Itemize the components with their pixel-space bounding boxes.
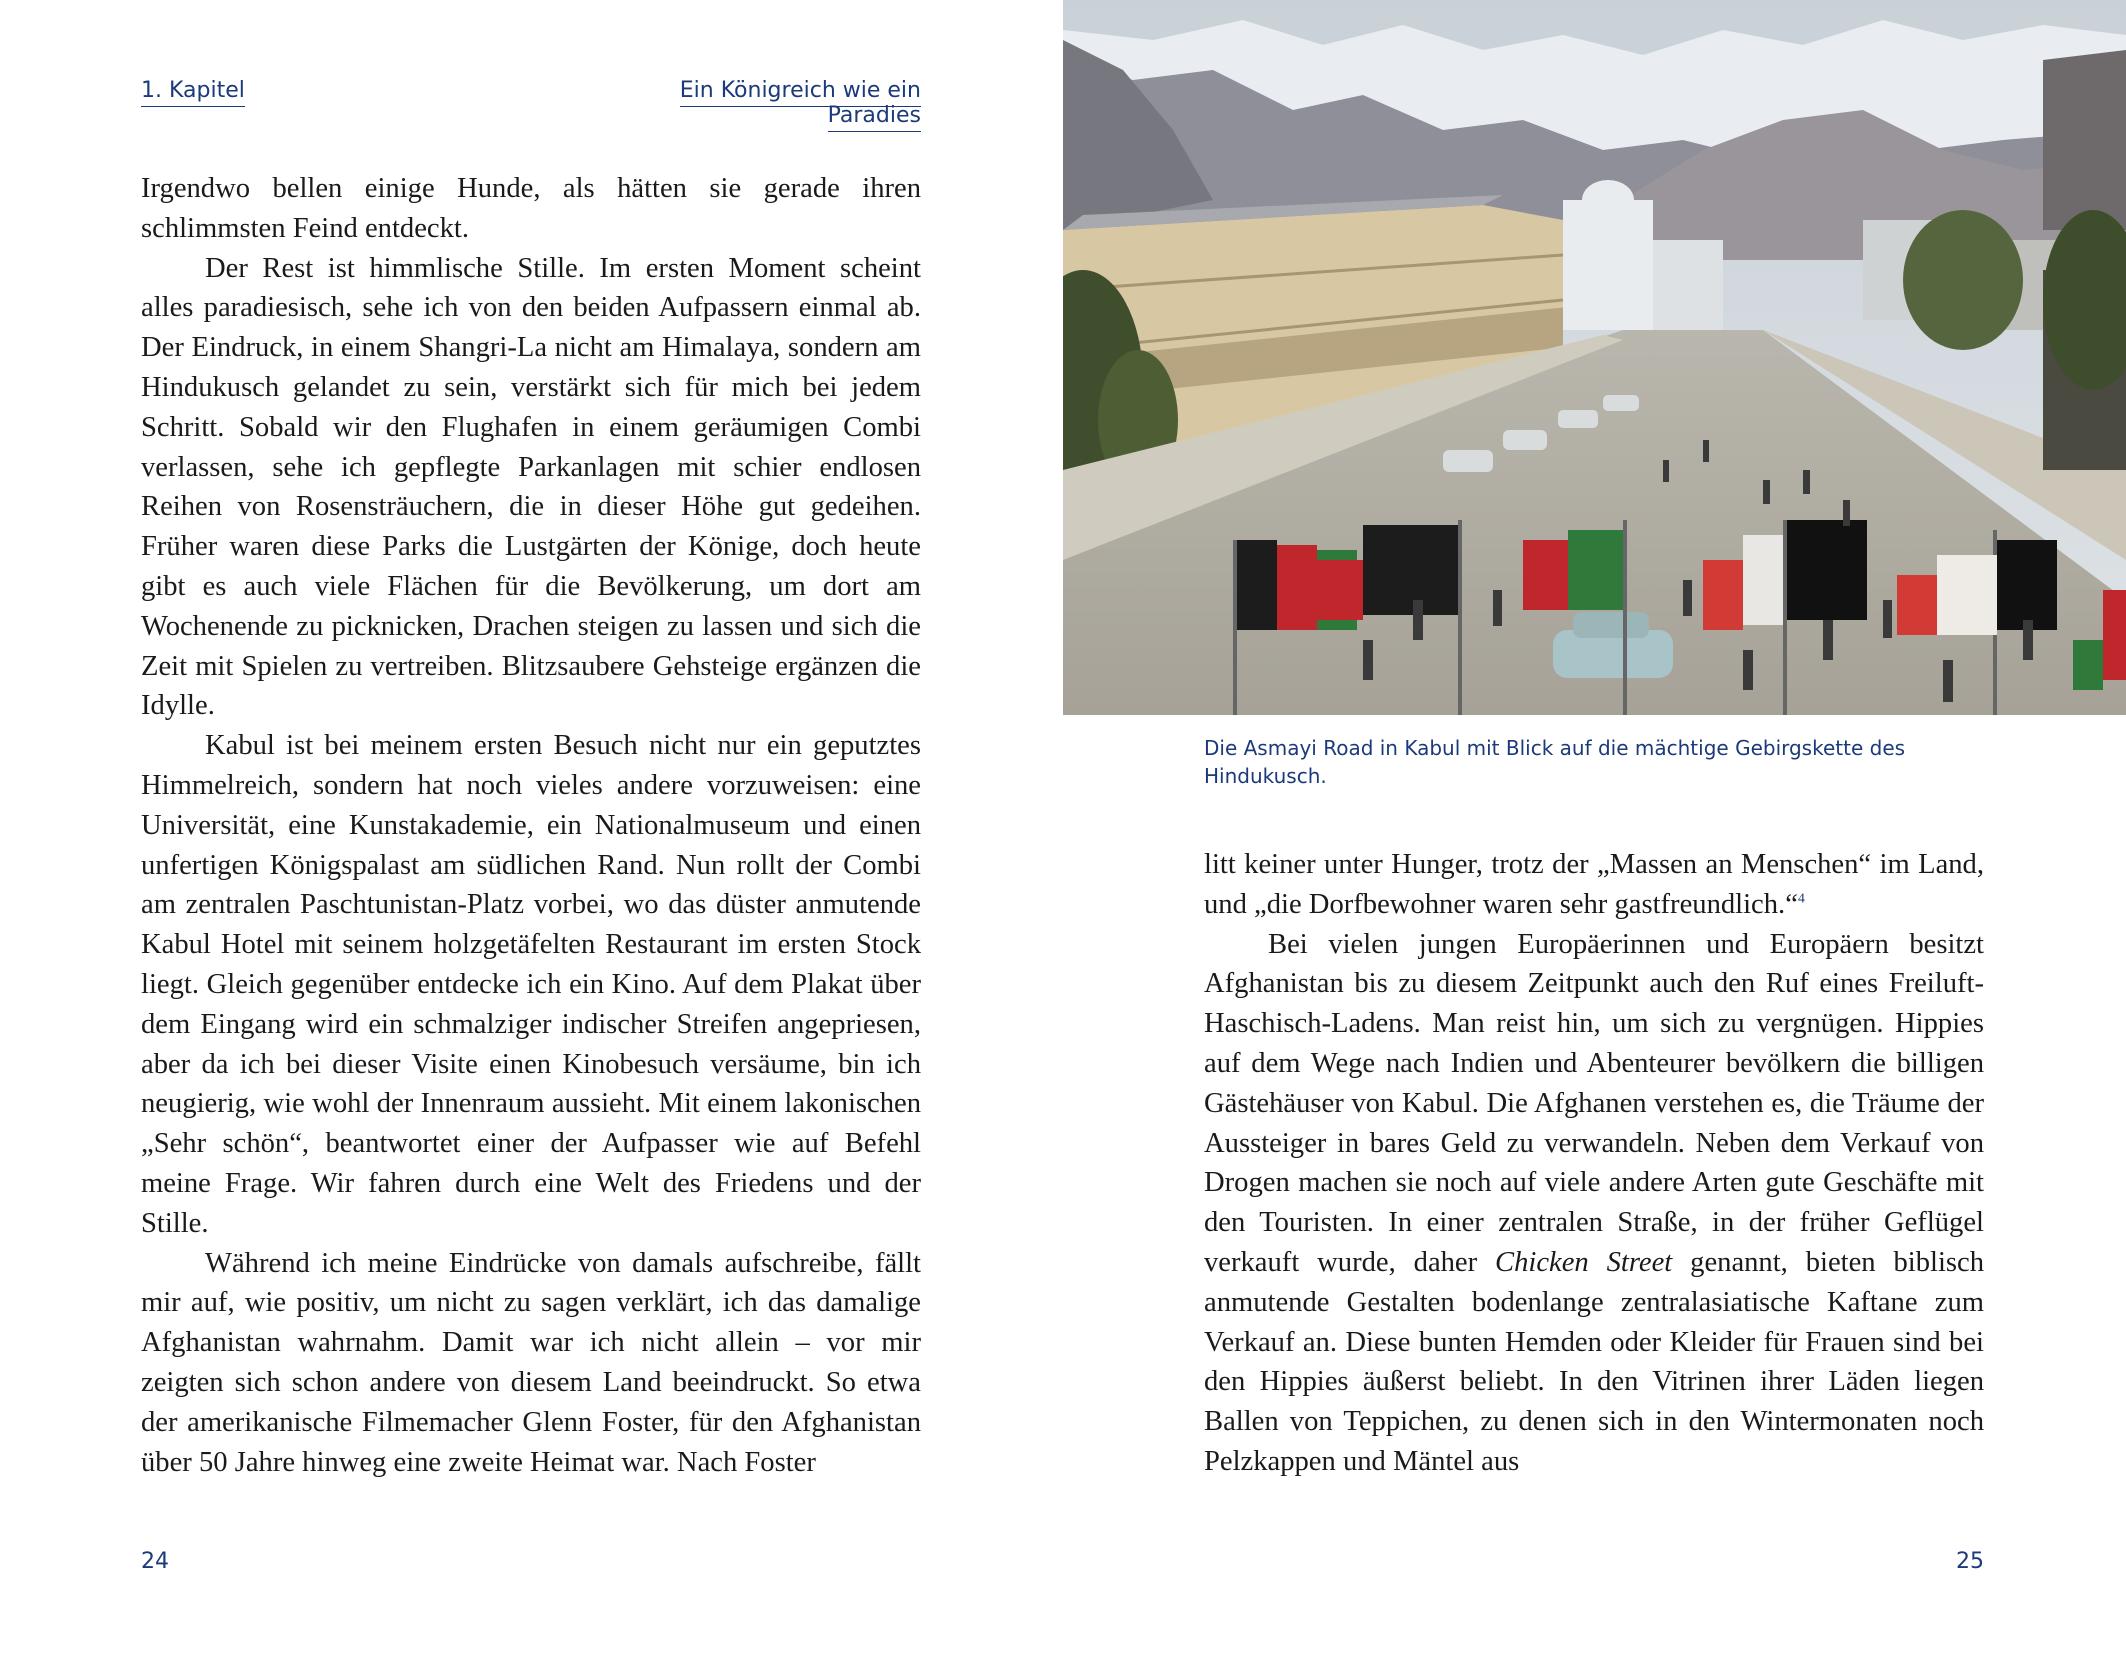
italic-street-name: Chicken Street: [1495, 1246, 1673, 1278]
paragraph-text: litt keiner unter Hunger, trotz der „Massen an Menschen“ im Land, und „die Dorfbewohner waren sehr gastfreundlich.“: [1204, 849, 1984, 920]
paragraph: [1204, 845, 1984, 925]
street-photo: [1063, 0, 2126, 715]
paragraph: Irgendwo bellen einige Hunde, als hätten sie gerade ihren schlimmsten Feind entdeckt.: [141, 173, 921, 244]
right-page-body: [1204, 845, 1984, 1482]
paragraph: Kabul ist bei meinem ersten Besuch nicht nur ein geputztes Himmelreich, sondern hat noch vieles andere vorzuweisen: eine Universität, eine Kunstakademie, ein Nationalmuseum und einen unfertigen Königspalast am südlichen Rand. Nun rollt der Combi am zentralen Paschtunistan-Platz vorbei, wo das düster anmutende Kabul Hotel mit seinem holzgetäfelten Restaurant im ersten Stock liegt. Gleich gegenüber entdecke ich ein Kino. Auf dem Plakat über dem Eingang wird ein schmalziger indischer Streifen angepriesen, aber da ich bei dieser Visite einen Kinobesuch versäume, bin ich neugierig, wie wohl der Innenraum aussieht. Mit einem lakonischen „Sehr schön“, beantwortet einer der Aufpasser wie auf Befehl meine Frage. Wir fahren durch eine Welt des Friedens und der Stille.: [141, 730, 921, 1239]
photo-caption: Die Asmayi Road in Kabul mit Blick auf die mächtige Gebirgskette des Hindukusch.: [1204, 736, 1906, 788]
paragraph: Während ich meine Eindrücke von damals aufschreibe, fällt mir auf, wie positiv, um nicht zu sagen verklärt, ich das damalige Afghanistan wahrnahm. Damit war ich nicht allein – vor mir zeigten sich schon andere von diesem Land beeindruckt. So etwa der amerikanische Filmemacher Glenn Foster, für den Afghanistan über 50 Jahre hinweg eine zweite Heimat war. Nach Foster: [141, 1247, 921, 1478]
right-page: [1063, 0, 2126, 1654]
paragraph: [1204, 925, 1984, 1482]
paragraph-text: genannt, bieten biblisch anmutende Gestalten bodenlange zentralasiatische Kaftane zum Verkauf an. Diese bunten Hemden oder Kleider für Frauen sind bei den Hippies äußerst beliebt. In den Vitrinen ihrer Läden liegen Ballen von Teppichen, zu denen sich in den Wintermonaten noch Pelzkappen und Mäntel aus: [1204, 1246, 1985, 1477]
kabul-street-illustration: [1063, 0, 2126, 715]
footnote-reference[interactable]: 4: [1797, 891, 1805, 907]
running-head-chapter: 1. Kapitel: [141, 78, 245, 103]
paragraph: Der Rest ist himmlische Stille. Im ersten Moment scheint alles paradiesisch, sehe ich von den beiden Aufpassern einmal ab. Der Eindruck, in einem Shangri-La nicht am Himalaya, sondern am Hindukusch gelandet zu sein, verstärkt sich für mich bei jedem Schritt. Sobald wir den Flughafen in einem geräumigen Combi verlassen, sehe ich gepflegte Parkanlagen mit schier endlosen Reihen von Rosensträuchern, die in dieser Höhe gut gedeihen. Früher waren diese Parks die Lustgärten der Könige, doch heute gibt es auch viele Flächen für die Bevölkerung, um dort am Wochenende zu picknicken, Drachen steigen zu lassen und sich die Zeit mit Spielen zu vertreiben. Blitzsaubere Gehsteige ergänzen die Idylle.: [141, 252, 921, 722]
paragraph-text: Bei vielen jungen Europäerinnen und Europäern besitzt Afghanistan bis zu diesem Zeitpunkt auch den Ruf eines Freiluft-Haschisch-Ladens. Man reist hin, um sich zu vergnügen. Hippies auf dem Wege nach Indien und Abenteurer bevölkern die billigen Gästehäuser von Kabul. Die Afghanen verstehen es, die Träume der Aussteiger in bares Geld zu verwandeln. Neben dem Verkauf von Drogen machen sie noch auf viele andere Arten gute Geschäfte mit den Touristen. In einer zentralen Straße, in der früher Geflügel verkauft wurde, daher: [1204, 928, 1984, 1278]
left-page-body: [141, 169, 921, 1482]
page-number-right: 25: [1956, 1549, 1984, 1574]
running-head-book-title: Ein Königreich wie ein Paradies: [591, 78, 921, 128]
page-number-left: 24: [141, 1549, 169, 1574]
